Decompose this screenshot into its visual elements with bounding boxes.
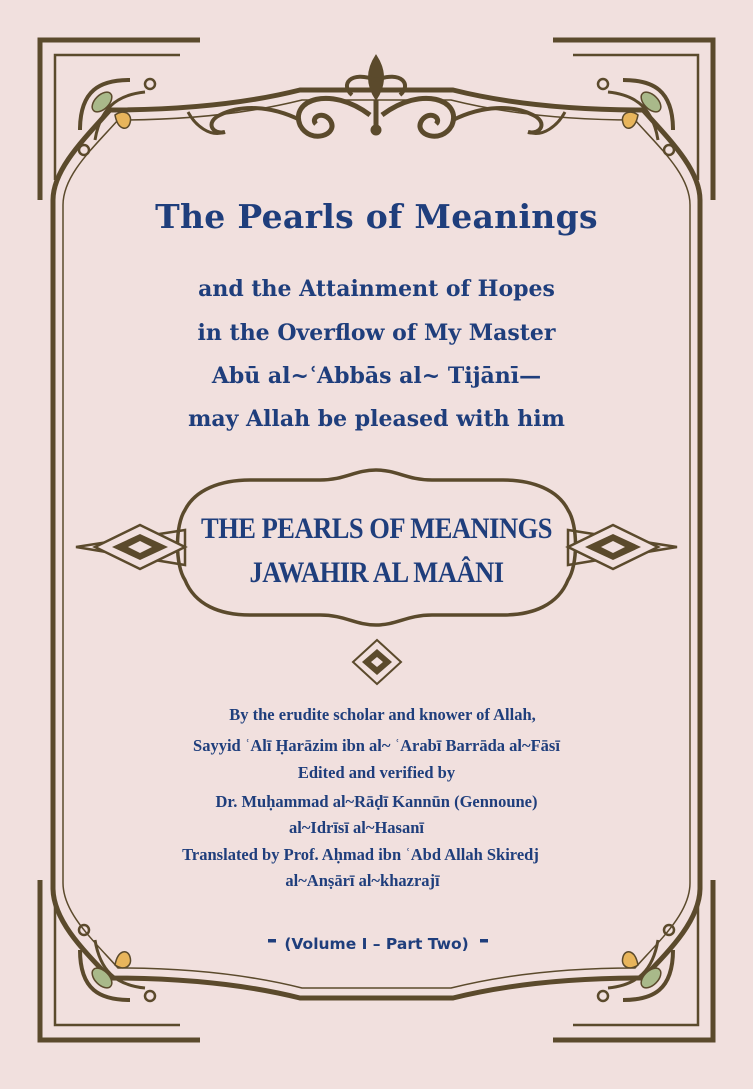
credit-line-4: Dr. Muḥammad al~Rāḍī Kannūn (Gennoune) (215, 792, 538, 811)
subtitle-line-1: and the Attainment of Hopes (198, 276, 555, 302)
cartouche-line-1: THE PEARLS OF MEANINGS (201, 511, 552, 545)
credit-line-2: Sayyid ʿAlī Ḥarāzim ibn al~ ʿArabī Barrāda al~Fāsī (193, 736, 560, 755)
credit-line-3: Edited and verified by (297, 763, 456, 782)
credit-line-1: By the erudite scholar and knower of Allah, (229, 705, 536, 724)
subtitle-line-4: may Allah be pleased with him (188, 406, 565, 432)
credit-line-5: al~Idrīsī al~Hasanī (289, 818, 424, 837)
volume-label: (Volume I – Part Two) (284, 935, 469, 953)
credit-line-6: Translated by Prof. Aḥmad ibn ʿAbd Allah Skiredj (182, 845, 539, 864)
credit-line-7: al~Anṣārī al~khazrajī (285, 871, 440, 890)
book-title: The Pearls of Meanings (155, 197, 598, 236)
subtitle-line-3: Abū al~ʿAbbās al~ Tijānī— (211, 363, 542, 389)
subtitle-line-2: in the Overflow of My Master (197, 320, 556, 346)
cartouche-line-2: JAWAHIR AL MAÂNI (249, 555, 504, 589)
